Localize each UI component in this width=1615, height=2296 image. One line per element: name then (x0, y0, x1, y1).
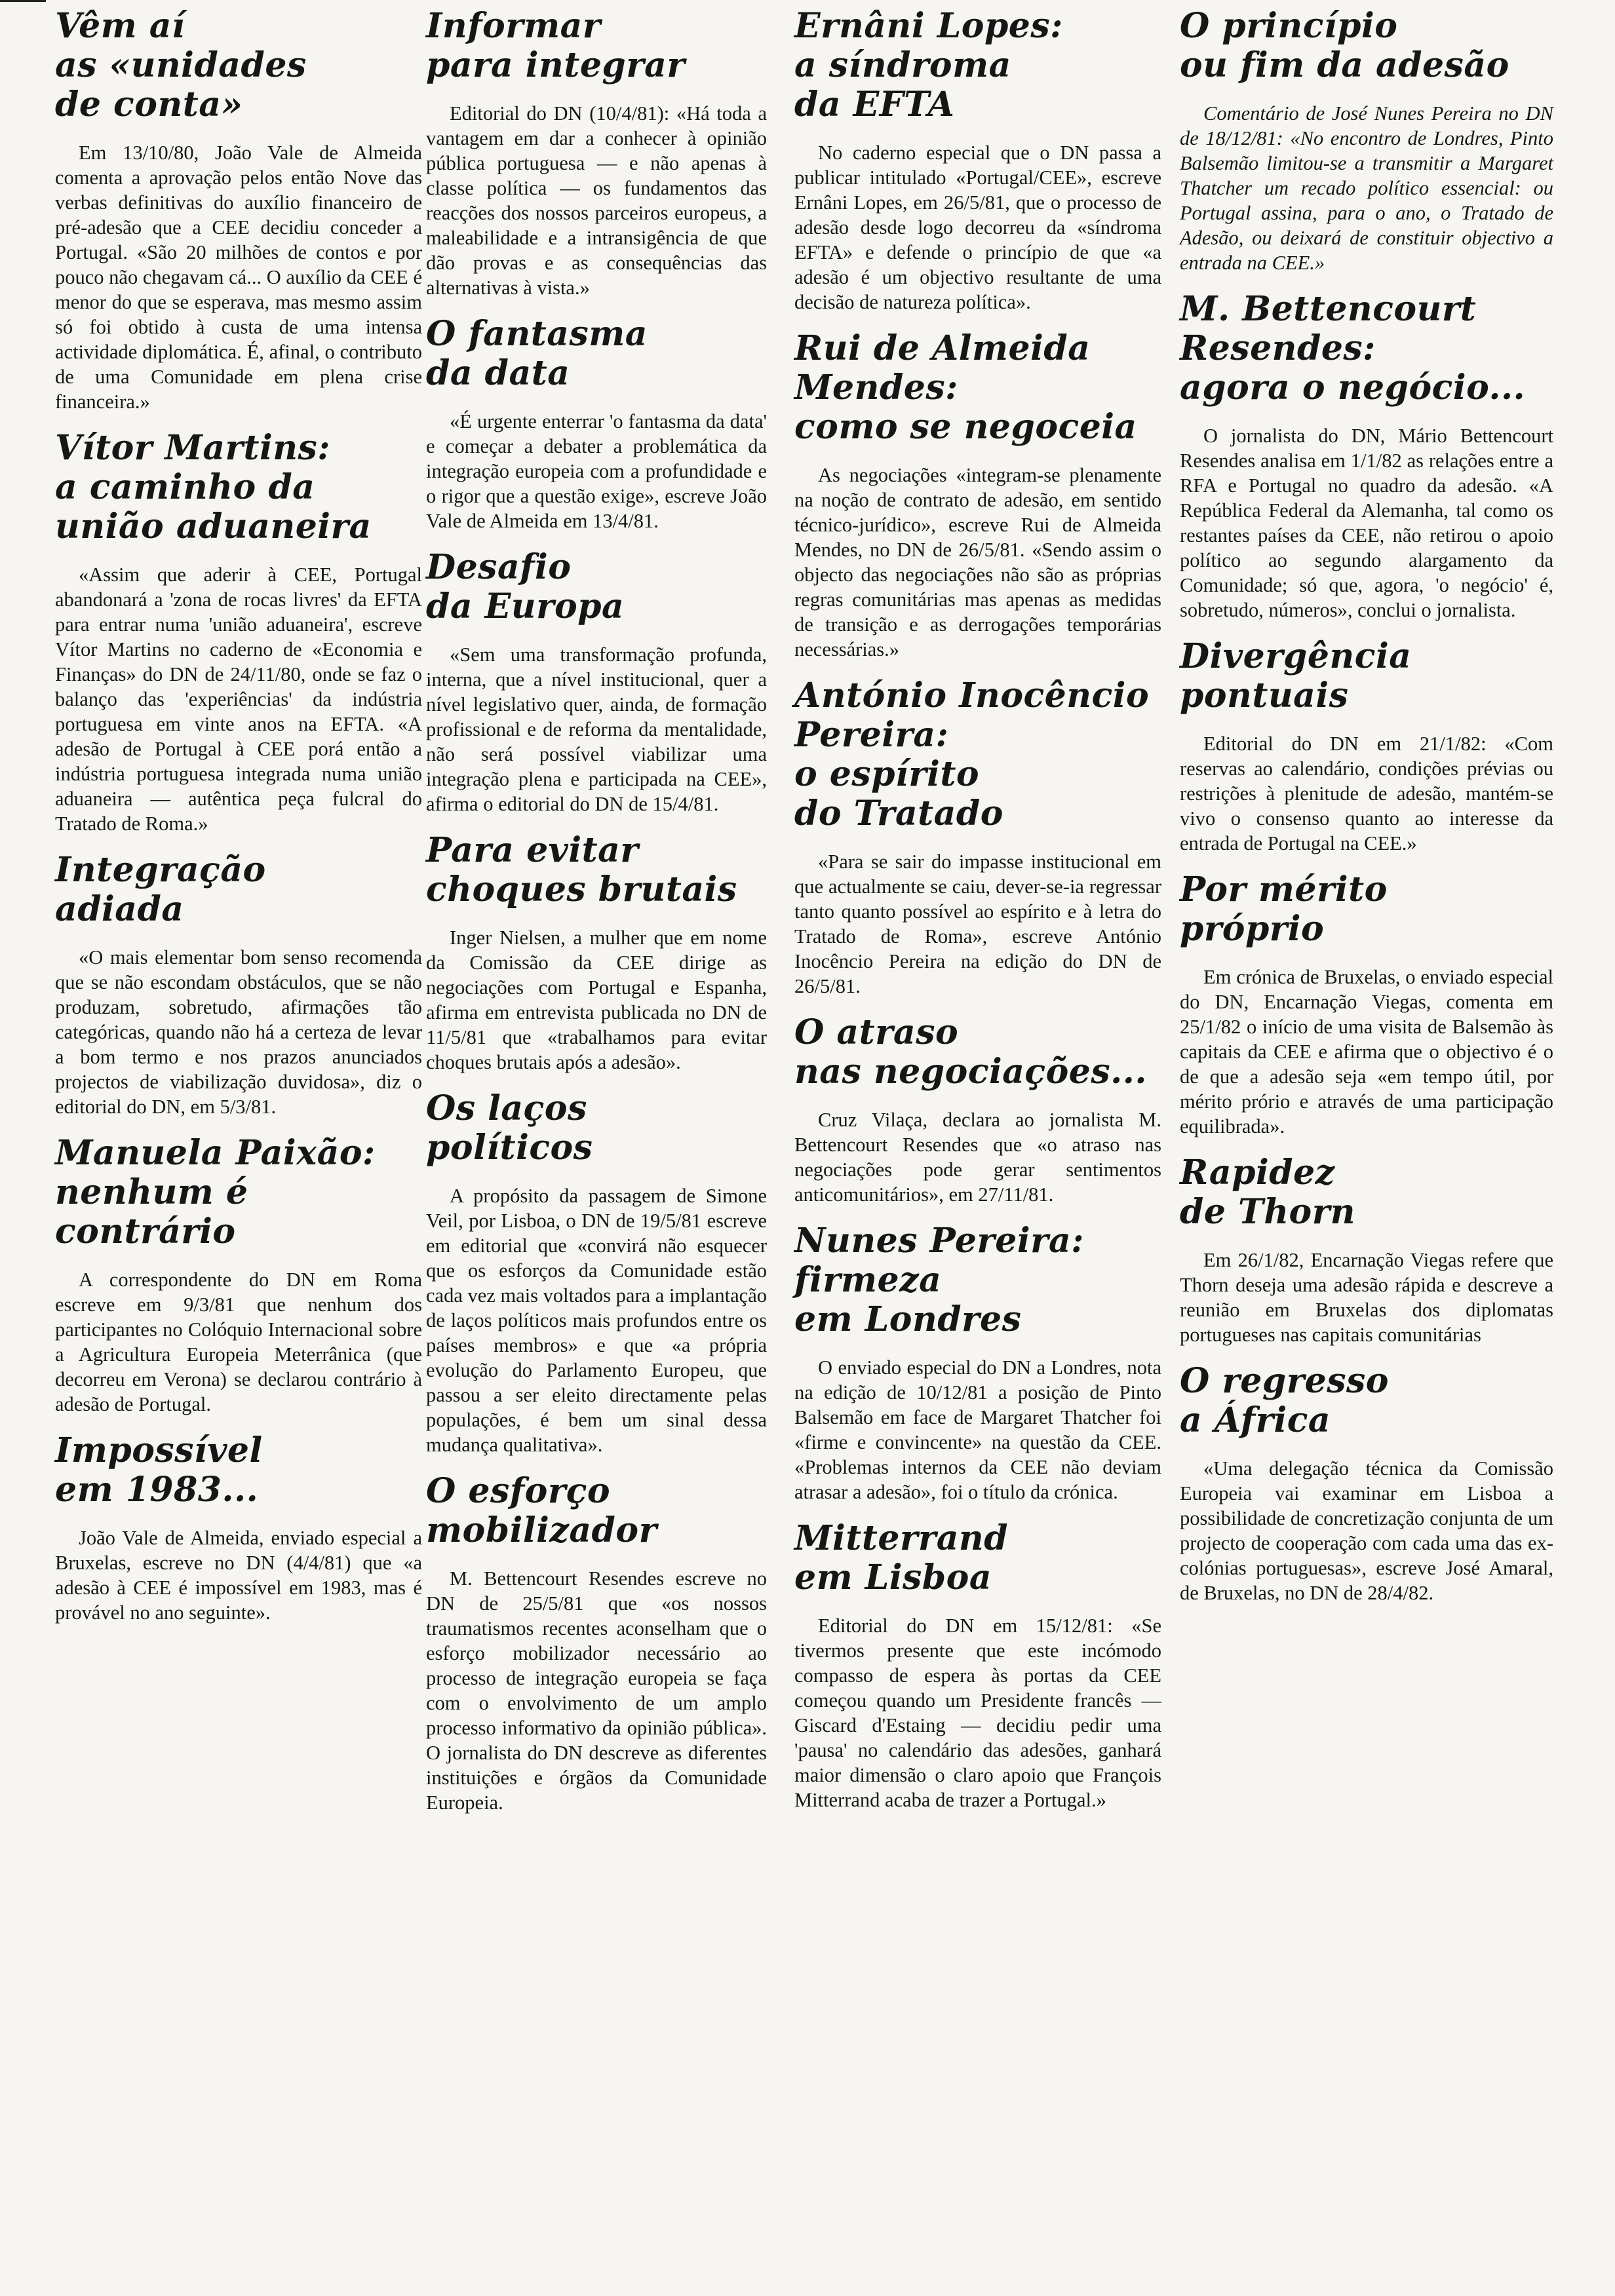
article-headline: O fantasma da data (426, 314, 648, 393)
article (55, 7, 422, 414)
article-body: A propósito da passagem de Simone Veil, por Lisboa, o DN de 19/5/81 escreve em editorial que «convirá não esquecer que os esforços da Comunidade estão cada vez mais voltados para a implantação de laços políticos mais profundos entre os países membros» e que «a própria evolução do Parlamento Europeu, que passou a ser eleito directamente pelas populações, é bem um sinal dessa mudança qualitativa». (426, 1185, 767, 1456)
article-body: João Vale de Almeida, enviado especial a Bruxelas, escreve no DN (4/4/81) que «a adesão à CEE é impossível em 1983, mas é provável no ano seguinte». (55, 1527, 422, 1624)
article-body: Editorial do DN (10/4/81): «Há toda a vantagem em dar a conhecer à opinião pública portuguesa — e não apenas à classe política — os fundamentos das reacções dos nossos parceiros europeus, a maleabilidade e a intransigência de que dão provas e as consequências das alternativas à vista.» (426, 102, 767, 299)
article-headline: Por mérito próprio (1180, 870, 1388, 949)
article (1180, 290, 1553, 622)
column-3 (794, 7, 1161, 1827)
article (1180, 1153, 1553, 1347)
article-headline: M. Bettencourt Resendes: agora o negócio... (1180, 289, 1526, 408)
article (426, 831, 767, 1075)
article-body: Cruz Vilaça, declara ao jornalista M. Bettencourt Resendes que «o atraso nas negociações pode gerar sentimentos anticomunitários», em 27/11/81. (794, 1109, 1161, 1206)
article-body: O enviado especial do DN a Londres, nota na edição de 10/12/81 a posição de Pinto Balsemão em face de Margaret Thatcher foi «firme e convincente» na questão da CEE. «Problemas internos da CEE não deviam atrasar a adesão», foi o título da crónica. (794, 1356, 1161, 1503)
article-body: Editorial do DN em 15/12/81: «Se tivermos presente que este incómodo compasso de espera às portas da CEE começou quando um Presidente francês — Giscard d'Estaing — decidiu pedir uma 'pausa' no calendário das adesões, ganhará maior dimensão o claro apoio que François Mitterrand acaba de trazer a Portugal.» (794, 1615, 1161, 1811)
article-headline: Impossível em 1983... (55, 1430, 263, 1510)
article-headline: Ernâni Lopes: a síndroma da EFTA (794, 6, 1063, 124)
article (426, 548, 767, 816)
article-body: Editorial do DN em 21/1/82: «Com reservas ao calendário, condições prévias ou restrições à plenitude de adesão, mantém-se vivo o consenso quanto ao interesse da entrada de Portugal na CEE.» (1180, 733, 1553, 854)
article-headline: O esforço mobilizador (426, 1471, 657, 1550)
article (426, 1089, 767, 1457)
article-body: «O mais elementar bom senso recomenda que se não escondam obstáculos, que se não produzam, sobretudo, afirmações tão categóricas, quando não há a certeza de levar a bom termo e nos prazos anunciados projectos de viabilização duvidosa», diz o editorial do DN, em 5/3/81. (55, 946, 422, 1118)
article-body: A correspondente do DN em Roma escreve em 9/3/81 que nenhum dos participantes no Colóquio Internacional sobre a Agricultura Europeia Meterrânica (que decorreu em Verona) se declarou contrário à adesão de Portugal. (55, 1269, 422, 1415)
article-headline: António Inocêncio Pereira: o espírito do Tratado (794, 676, 1150, 833)
article (1180, 7, 1553, 275)
article-body: «Assim que aderir à CEE, Portugal abandonará a 'zona de rocas livres' da EFTA para entrar numa 'união aduaneira', escreve Vítor Martins no caderno de «Economia e Finanças» do DN de 24/11/80, onde se faz o balanço das 'experiências' da indústria portuguesa em vinte anos na EFTA. «A adesão de Portugal à CEE porá então a indústria portuguesa integrada numa união aduaneira — autêntica peça fulcral do Tratado de Roma.» (55, 564, 422, 835)
article-body: Comentário de José Nunes Pereira no DN de 18/12/81: «No encontro de Londres, Pinto Balsemão limitou-se a transmitir a Margaret Thatcher um recado político essencial: ou Portugal assina, para o ano, o Tratado de Adesão, ou deixará de constituir objectivo a entrada na CEE.» (1180, 102, 1553, 274)
article-body: «É urgente enterrar 'o fantasma da data' e começar a debater a problemática da integração europeia com a profundidade e o rigor que a questão exige», escreve João Vale de Almeida em 13/4/81. (426, 410, 767, 532)
top-rule (0, 0, 46, 2)
article (794, 329, 1161, 662)
article (426, 7, 767, 300)
article-headline: Mitterrand em Lisboa (794, 1518, 1009, 1598)
article (1180, 637, 1553, 856)
article (794, 676, 1161, 999)
article (1180, 870, 1553, 1139)
article-body: Em crónica de Bruxelas, o enviado especial do DN, Encarnação Viegas, comenta em 25/1/82 o início de uma visita de Balsemão às capitais da CEE e afirma que o objectivo é o de que a adesão seja «em tempo útil, por mérito prório e através de uma participação equilibrada». (1180, 966, 1553, 1138)
article (1180, 1362, 1553, 1605)
article-headline: Rui de Almeida Mendes: como se negoceia (794, 328, 1137, 447)
article (55, 1431, 422, 1625)
article-headline: Os laços políticos (426, 1088, 593, 1168)
column-4 (1180, 7, 1553, 1620)
article (794, 1013, 1161, 1207)
column-2 (426, 7, 767, 1829)
article (426, 315, 767, 533)
article (794, 1519, 1161, 1812)
article-headline: Rapidez de Thorn (1180, 1153, 1355, 1232)
article-headline: O regresso a África (1180, 1361, 1389, 1440)
article-headline: Integração adiada (55, 850, 266, 929)
article-body: Em 13/10/80, João Vale de Almeida comenta a aprovação pelos então Nove das verbas definitivas do auxílio financeiro de pré-adesão que a CEE decidiu conceder a Portugal. «São 20 milhões de contos e por pouco não chegavam cá... O auxílio da CEE é menor do que se esperava, mas mesmo assim só foi obtido à custa de uma intensa actividade diplomática. É, afinal, o contributo de uma Comunidade em plena crise financeira.» (55, 142, 422, 413)
article (794, 1221, 1161, 1504)
article-headline: Manuela Paixão: nenhum é contrário (55, 1133, 376, 1252)
article-body: M. Bettencourt Resendes escreve no DN de 25/5/81 que «os nossos traumatismos recentes aconselham que o esforço mobilizador necessário ao processo de integração europeia se faça com o envolvimento de um amplo processo informativo da opinião pública». O jornalista do DN descreve as diferentes instituições e órgãos da Comunidade Europeia. (426, 1567, 767, 1814)
article (55, 429, 422, 836)
article-body: O jornalista do DN, Mário Bettencourt Resendes analisa em 1/1/82 as relações entre a RFA e Portugal no quadro da adesão. «A República Federal da Alemanha, tal como os restantes países da CEE, não retirou o apoio político ao segundo alargamento da Comunidade; só que, agora, 'o negócio' é, sobretudo, números», conclui o jornalista. (1180, 425, 1553, 621)
article (426, 1472, 767, 1815)
article (55, 1134, 422, 1417)
article-headline: Divergência pontuais (1180, 636, 1412, 716)
article-body: As negociações «integram-se plenamente na noção de contrato de adesão, em sentido técnico-jurídico», escreve Rui de Almeida Mendes, no DN de 26/5/81. «Sendo assim o objecto das negociações não são as próprias regras comunitárias mas apenas as medidas de transição e as derrogações temporárias necessárias.» (794, 464, 1161, 660)
article-headline: O princípio ou fim da adesão (1180, 6, 1509, 85)
article-body: No caderno especial que o DN passa a publicar intitulado «Portugal/CEE», escreve Ernâni Lopes, em 26/5/81, que o processo de adesão desde logo decorreu da «síndroma EFTA» e defende o princípio de que «a adesão é um objectivo resultante de uma decisão de natureza política». (794, 142, 1161, 313)
article-headline: Vêm aí as «unidades de conta» (55, 6, 307, 124)
article-headline: Informar para integrar (426, 6, 686, 85)
article-headline: Vítor Martins: a caminho da união aduaneira (55, 428, 372, 546)
article-headline: Nunes Pereira: firmeza em Londres (794, 1221, 1084, 1339)
article-body: Inger Nielsen, a mulher que em nome da Comissão da CEE dirige as negociações com Portugal e Espanha, afirma em entrevista publicada no DN de 11/5/81 que «trabalhamos para evitar choques brutais após a adesão». (426, 927, 767, 1073)
article-body: «Sem uma transformação profunda, interna, que a nível institucional, quer a nível legislativo quer, ainda, de formação profissional e de reforma da mentalidade, não será possível viabilizar uma integração plena e participada na CEE», afirma o editorial do DN de 15/4/81. (426, 643, 767, 815)
column-1 (55, 7, 422, 1639)
article (55, 851, 422, 1119)
article-body: «Uma delegação técnica da Comissão Europeia vai examinar em Lisboa a possibilidade de concretização conjunta de um projecto de cooperação com cada uma das ex-colónias portuguesas», escreve José Amaral, de Bruxelas, no DN de 28/4/82. (1180, 1457, 1553, 1604)
article-headline: Para evitar choques brutais (426, 830, 737, 909)
article-headline: Desafio da Europa (426, 547, 625, 626)
article-headline: O atraso nas negociações... (794, 1012, 1147, 1092)
article (794, 7, 1161, 315)
article-body: Em 26/1/82, Encarnação Viegas refere que Thorn deseja uma adesão rápida e descreve a reunião em Bruxelas dos diplomatas portugueses nas capitais comunitárias (1180, 1249, 1553, 1346)
article-body: «Para se sair do impasse institucional em que actualmente se caiu, dever-se-ia regressar tanto quanto possível ao espírito e à letra do Tratado de Roma», escreve António Inocêncio Pereira na edição do DN de 26/5/81. (794, 851, 1161, 997)
